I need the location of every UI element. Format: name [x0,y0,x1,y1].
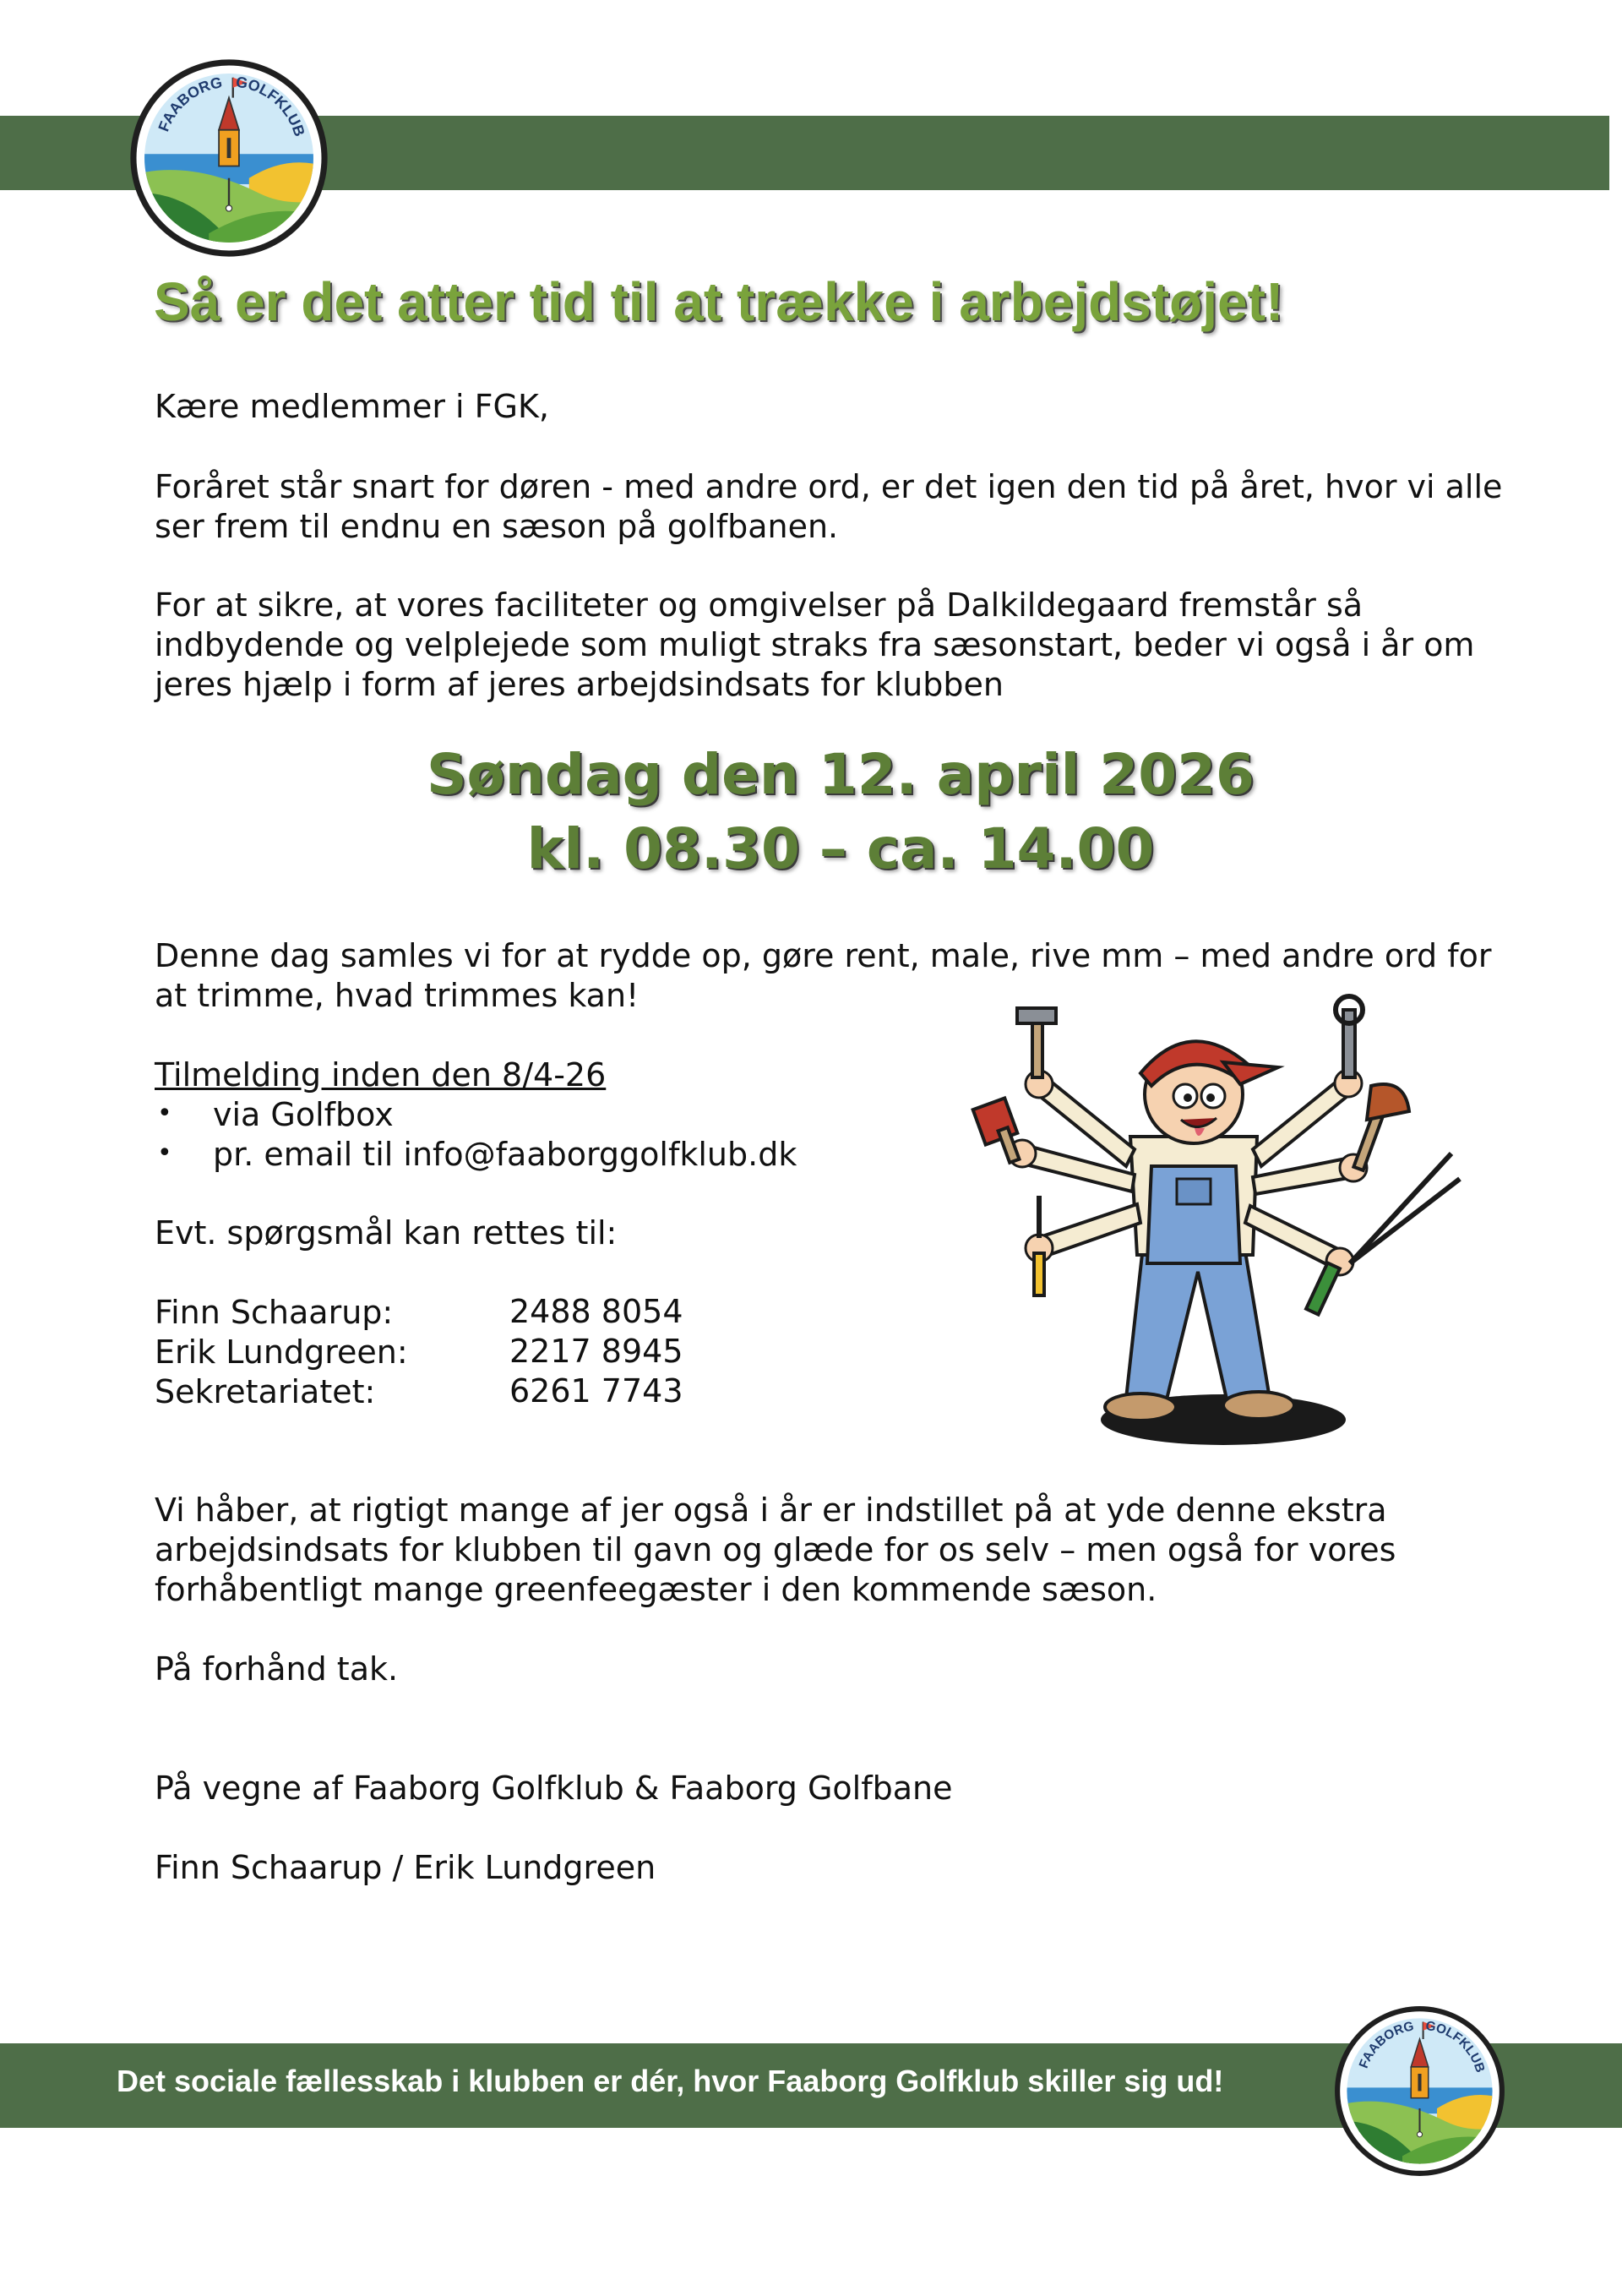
on-behalf-of: På vegne af Faaborg Golfklub & Faaborg Golfbane [155,1770,953,1807]
thanks: På forhånd tak. [155,1650,399,1688]
signup-item-email[interactable]: pr. email til info@faaborggolfklub.dk [213,1136,797,1173]
paragraph-2-line-1: For at sikre, at vores faciliteter og omgivelser på Dalkildegaard fremstår så [155,586,1363,624]
paragraph-1-line-1: Foråret står snart for døren - med andre ord, er det igen den tid på året, hvor vi alle [155,468,1503,505]
paragraph-2-line-3: jeres hjælp i form af jeres arbejdsindsats for klubben [155,666,1004,703]
paragraph-3-line-2: at trimme, hvad trimmes kan! [155,977,640,1014]
handyman-illustration [944,984,1485,1458]
logo-text-faaborg: FAABORG [155,74,224,134]
paragraph-2-line-2: indbydende og velplejede som muligt straks fra sæsonstart, beder vi også i år om [155,626,1475,663]
signup-heading: Tilmelding inden den 8/4-26 [155,1056,607,1093]
signup-item-golfbox: via Golfbox [213,1096,394,1133]
contact-phone: 2217 8945 [509,1333,683,1370]
faaborg-golfklub-logo [128,57,329,259]
questions-intro: Evt. spørgsmål kan rettes til: [155,1214,618,1252]
paragraph-4-line-1: Vi håber, at rigtigt mange af jer også i år er indstillet på at yde denne ekstra [155,1492,1387,1529]
greeting: Kære medlemmer i FGK, [155,388,549,425]
contact-name: Finn Schaarup: [155,1294,394,1331]
paragraph-4-line-3: forhåbentligt mange greenfeegæster i den kommende sæson. [155,1571,1157,1608]
contact-name: Erik Lundgreen: [155,1333,408,1371]
paragraph-3-line-1: Denne dag samles vi for at rydde op, gøre rent, male, rive mm – med andre ord for [155,937,1492,974]
footer-slogan: Det sociale fællesskab i klubben er dér, hvor Faaborg Golfklub skiller sig ud! [117,2064,1224,2098]
page-headline: Så er det atter tid til at trække i arbejdstøjet! [154,271,1284,332]
logo-text-golfklub: GOLFKLUB [1424,2018,1488,2075]
bullet-dot: • [157,1138,172,1168]
logo-text-faaborg: FAABORG [1356,2019,1416,2070]
faaborg-golfklub-logo [1333,2004,1506,2178]
signature: Finn Schaarup / Erik Lundgreen [155,1849,656,1886]
event-date: Søndag den 12. april 2026 [427,742,1255,807]
contact-phone: 2488 8054 [509,1293,683,1330]
bullet-dot: • [157,1099,172,1128]
contact-phone: 6261 7743 [509,1372,683,1410]
logo-text-golfklub: GOLFKLUB [234,73,308,139]
paragraph-1-line-2: ser frem til endnu en sæson på golfbanen. [155,508,839,545]
contact-name: Sekretariatet: [155,1373,376,1410]
paragraph-4-line-2: arbejdsindsats for klubben til gavn og glæde for os selv – men også for vores [155,1531,1396,1568]
event-time: kl. 08.30 – ca. 14.00 [526,816,1155,881]
